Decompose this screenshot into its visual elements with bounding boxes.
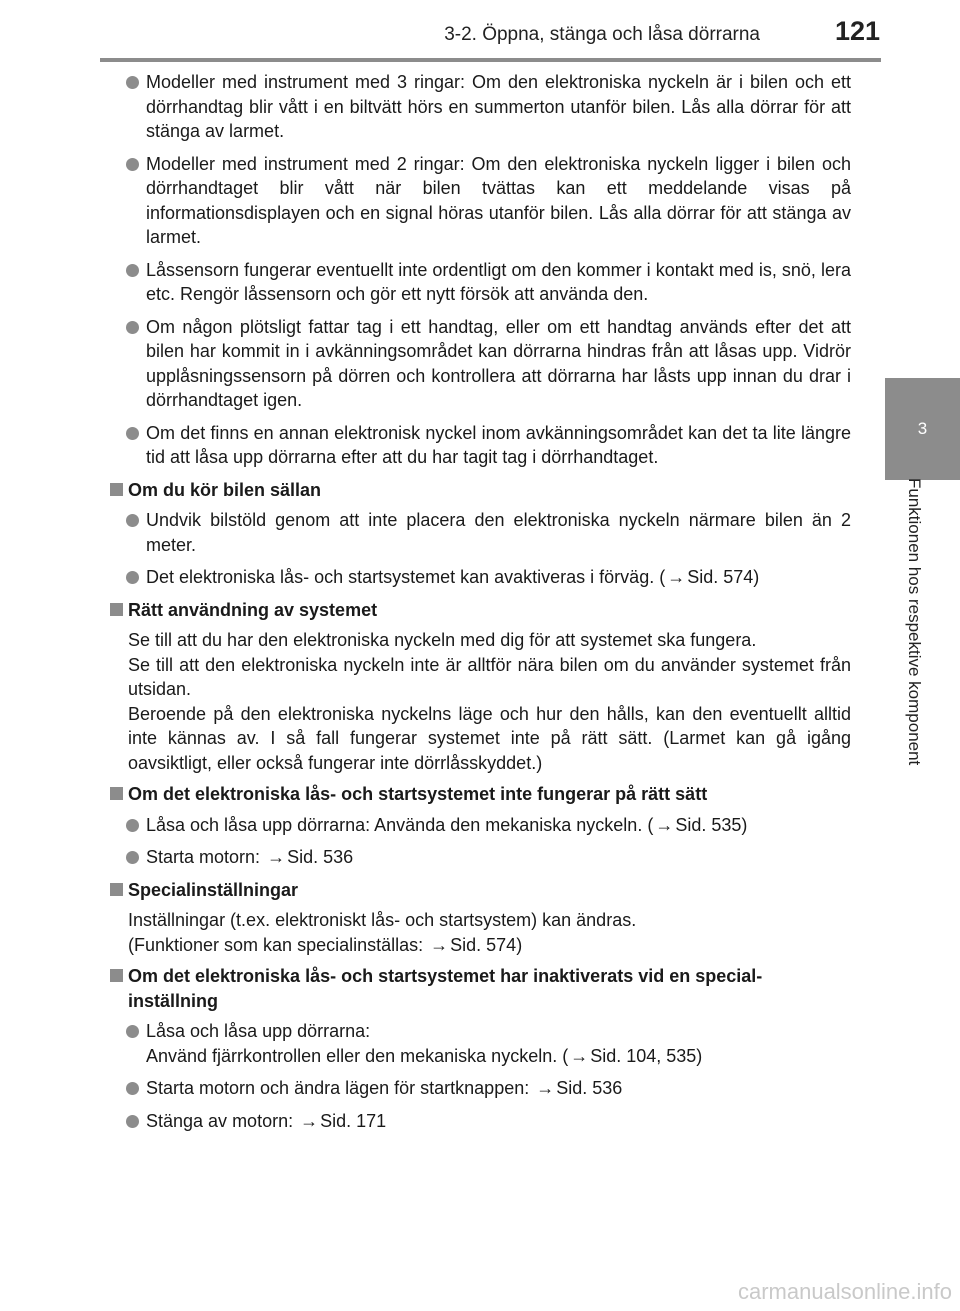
paragraph-line: Se till att du har den elektroniska nyckeln med dig för att systemet ska fungera.: [128, 630, 757, 650]
bullet-dot-icon: [126, 514, 139, 527]
page-reference-link[interactable]: Sid. 536: [287, 847, 354, 867]
page-reference-link[interactable]: Sid. 171: [320, 1110, 387, 1131]
bullet-dot-icon: [126, 321, 139, 334]
page-reference-link[interactable]: Sid. 574): [687, 567, 760, 587]
bullet-item: [100, 565, 851, 590]
bullet-text: Använd fjärrkontrollen eller den mekaniska nyckeln. (: [146, 1045, 569, 1066]
reference-arrow-icon: →: [536, 1078, 555, 1098]
heading-text: Om du kör bilen sällan: [128, 479, 322, 500]
bullet-item: [100, 1019, 851, 1068]
section-heading: [100, 598, 851, 623]
bullet-text: Modeller med instrument med 2 ringar: Om den elektroniska nyckeln ligger i bilen och dörrhandtaget blir vått när bilen tvättas kan ett meddelande visas på informationsdisplayen och en signal höras utanför bilen. Lås alla dörrar för att stänga av larmet.: [146, 153, 851, 247]
reference-arrow-icon: →: [430, 934, 449, 955]
reference-arrow-icon: →: [300, 1110, 319, 1131]
bullet-item: [100, 152, 851, 250]
page-reference-link[interactable]: Sid. 104, 535): [590, 1045, 703, 1066]
bullet-text: Starta motorn:: [146, 847, 266, 867]
heading-square-icon: [110, 483, 123, 496]
bullet-dot-icon: [126, 819, 139, 832]
paragraph-line: Inställningar (t.ex. elektroniskt lås- och startsystem) kan ändras.: [128, 910, 637, 930]
bullet-text: Modeller med instrument med 3 ringar: Om den elektroniska nyckeln är i bilen och ett dörrhandtag blir vått i en biltvätt hörs en summerton utanför bilen. Lås alla dörrar för att stänga av larmet.: [146, 72, 851, 141]
bullet-item: [100, 813, 851, 838]
bullet-item: [100, 1076, 851, 1101]
chapter-title: Funktionen hos respektive komponent: [905, 478, 924, 766]
bullet-dot-icon: [126, 158, 139, 171]
bullet-dot-icon: [126, 427, 139, 440]
heading-square-icon: [110, 603, 123, 616]
heading-text: Rätt användning av systemet: [128, 599, 378, 620]
section-heading: [100, 478, 851, 503]
paragraph-text: (Funktioner som kan specialinställas:: [128, 934, 429, 955]
chapter-tab: [885, 378, 960, 480]
bullet-item: [100, 845, 851, 870]
watermark: carmanualsonline.info: [737, 1279, 952, 1304]
heading-text: Specialinställningar: [128, 879, 299, 900]
paragraph: [100, 628, 851, 775]
bullet-text: Låsa och låsa upp dörrarna:: [146, 1021, 371, 1041]
bullet-text: Om någon plötsligt fattar tag i ett handtag, eller om ett handtag används efter det att bilen har kommit in i avkänningsområdet kan dörrarna hindras från att låsas upp. Vidrör upplåsningssensorn på dörren och kontrollera att dörrarna har låsts upp innan du drar i dörrhandtaget igen.: [146, 316, 851, 410]
page-content: [100, 70, 851, 1141]
bullet-dot-icon: [126, 1025, 139, 1038]
reference-arrow-icon: →: [267, 847, 286, 867]
paragraph-line: [128, 933, 851, 958]
reference-arrow-icon: →: [570, 1045, 589, 1066]
bullet-dot-icon: [126, 76, 139, 89]
reference-arrow-icon: →: [655, 814, 674, 835]
bullet-item: [100, 70, 851, 144]
section-heading: [100, 878, 851, 903]
bullet-item: [100, 315, 851, 413]
bullet-dot-icon: [126, 1115, 139, 1128]
heading-text: Om det elektroniska lås- och startsystemet inte fungerar på rätt sätt: [128, 784, 708, 804]
section-heading: [100, 964, 851, 1013]
bullet-text: Det elektroniska lås- och startsystemet kan avaktiveras i förväg. (: [146, 567, 666, 587]
bullet-text: Låssensorn fungerar eventuellt inte ordentligt om den kommer i kontakt med is, snö, lera etc. Rengör låssensorn och gör ett nytt försök att använda den.: [146, 259, 851, 304]
bullet-text: Om det finns en annan elektronisk nyckel inom avkänningsområdet kan det ta lite längre tid att låsa upp dörrarna efter att du har tagit tag i dörrhandtaget.: [146, 422, 851, 467]
paragraph: [100, 908, 851, 957]
page-reference-link[interactable]: Sid. 536: [556, 1078, 623, 1098]
heading-square-icon: [110, 787, 123, 800]
section-title: 3-2. Öppna, stänga och låsa dörrarna: [444, 24, 760, 45]
bullet-text: Stänga av motorn:: [146, 1110, 299, 1131]
paragraph-line: Beroende på den elektroniska nyckelns läge och hur den hålls, kan den eventuellt alltid inte kännas av. I så fall fungerar systemet inte på rätt sätt. (Larmet kan gå igång oavsiktligt, eller också fungerar inte dörrlåsskyddet.): [128, 703, 851, 773]
page-reference-link[interactable]: Sid. 574): [450, 934, 523, 955]
reference-arrow-icon: →: [667, 567, 686, 587]
chapter-number: 3: [917, 419, 928, 438]
bullet-text: Låsa och låsa upp dörrarna: Använda den mekaniska nyckeln. (: [146, 814, 654, 835]
heading-square-icon: [110, 969, 123, 982]
bullet-text: Starta motorn och ändra lägen för startknappen:: [146, 1078, 535, 1098]
page-number: 121: [834, 16, 880, 46]
bullet-text: Undvik bilstöld genom att inte placera den elektroniska nyckeln närmare bilen än 2 meter.: [146, 510, 851, 555]
bullet-dot-icon: [126, 571, 139, 584]
bullet-dot-icon: [126, 851, 139, 864]
bullet-dot-icon: [126, 1082, 139, 1095]
paragraph-line: Se till att den elektroniska nyckeln inte är alltför nära bilen om du använder systemet från utsidan.: [128, 654, 851, 699]
bullet-item: [100, 258, 851, 307]
heading-square-icon: [110, 883, 123, 896]
bullet-item: [100, 508, 851, 557]
bullet-item: [100, 421, 851, 470]
bullet-item: [100, 1109, 851, 1134]
heading-text: Om det elektroniska lås- och startsystemet har inaktiverats vid en special-inställning: [128, 966, 763, 1011]
bullet-dot-icon: [126, 264, 139, 277]
section-heading: [100, 782, 851, 807]
page-reference-link[interactable]: Sid. 535): [675, 814, 748, 835]
header-rule: [100, 58, 881, 62]
